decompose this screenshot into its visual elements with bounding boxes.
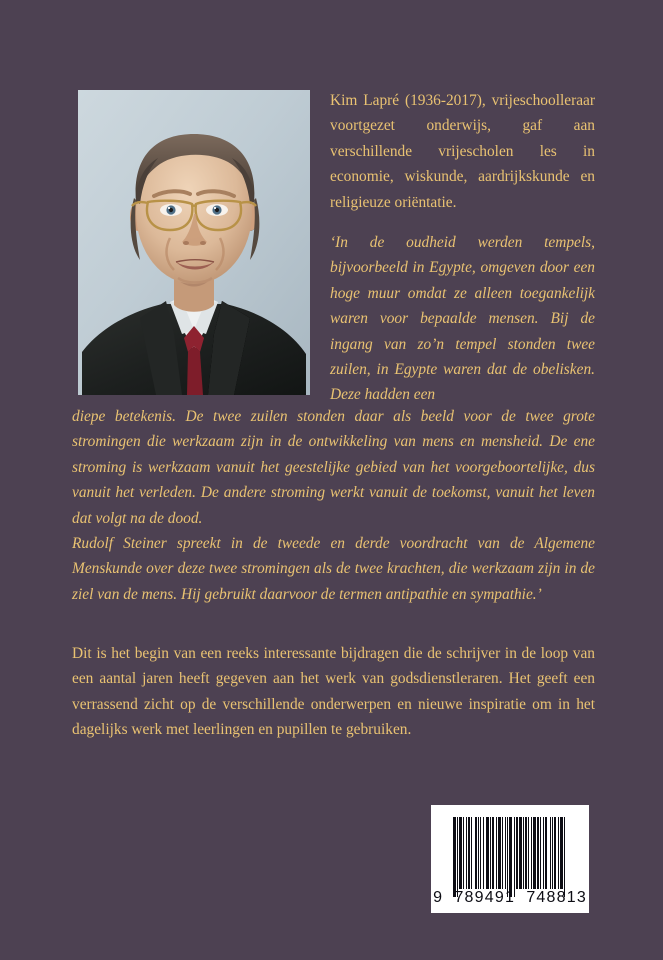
author-bio-text: Kim Lapré (1936-2017), vrijeschoolleraar voortgezet onderwijs, gaf aan verschillende vrijescholen les in economie, wiskunde, aardrijkskunde en religieuze oriëntatie. — [330, 92, 595, 211]
quote-paragraph-2: Rudolf Steiner spreekt in de tweede en derde voordracht van de Algemene Menskunde over deze twee stromingen als de twee krachten, die werkzaam zijn in de ziel van de mens. Hij gebruikt daarvoor de termen antipathie en sympathie.’ — [72, 535, 595, 603]
quote-text-beside-photo: ‘In de oudheid werden tempels, bijvoorbeeld in Egypte, omgeven door een hoge muur omdat ze alleen toegankelijk waren voor bepaalde mensen. Bij de ingang van zo’n tempel stonden twee zuilen, in Egypte waren dat de obelisken. Deze hadden een — [330, 234, 595, 404]
portrait-photo-image — [78, 90, 310, 395]
quote-text-full-width — [72, 404, 595, 607]
barcode-digits: 9 789491 748813 — [433, 889, 587, 906]
quote-paragraph-1: diepe betekenis. De twee zuilen stonden daar als beeld voor de twee grote stromingen die werkzaam zijn in de ontwikkeling van mens en mensheid. De ene stroming is werkzaam vanuit het geestelijke gebied van het voorgeboortelijke, dus vanuit het verleden. De andere stroming werkt vanuit de toekomst, vanuit het leven dat volgt na de dood. — [72, 408, 595, 527]
barcode — [431, 805, 589, 913]
barcode-bars — [453, 817, 566, 889]
blurb-paragraph: Dit is het begin van een reeks interessante bijdragen die de schrijver in de loop van een aantal jaren heeft gegeven aan het werk van godsdienstleraren. Het geeft een verrassend zicht op de verschillende onderwerpen en nieuwe inspiratie om in het dagelijks werk met leerlingen en pupillen te gebruiken. — [72, 645, 595, 739]
author-portrait — [78, 90, 310, 395]
blurb-text — [72, 641, 595, 743]
